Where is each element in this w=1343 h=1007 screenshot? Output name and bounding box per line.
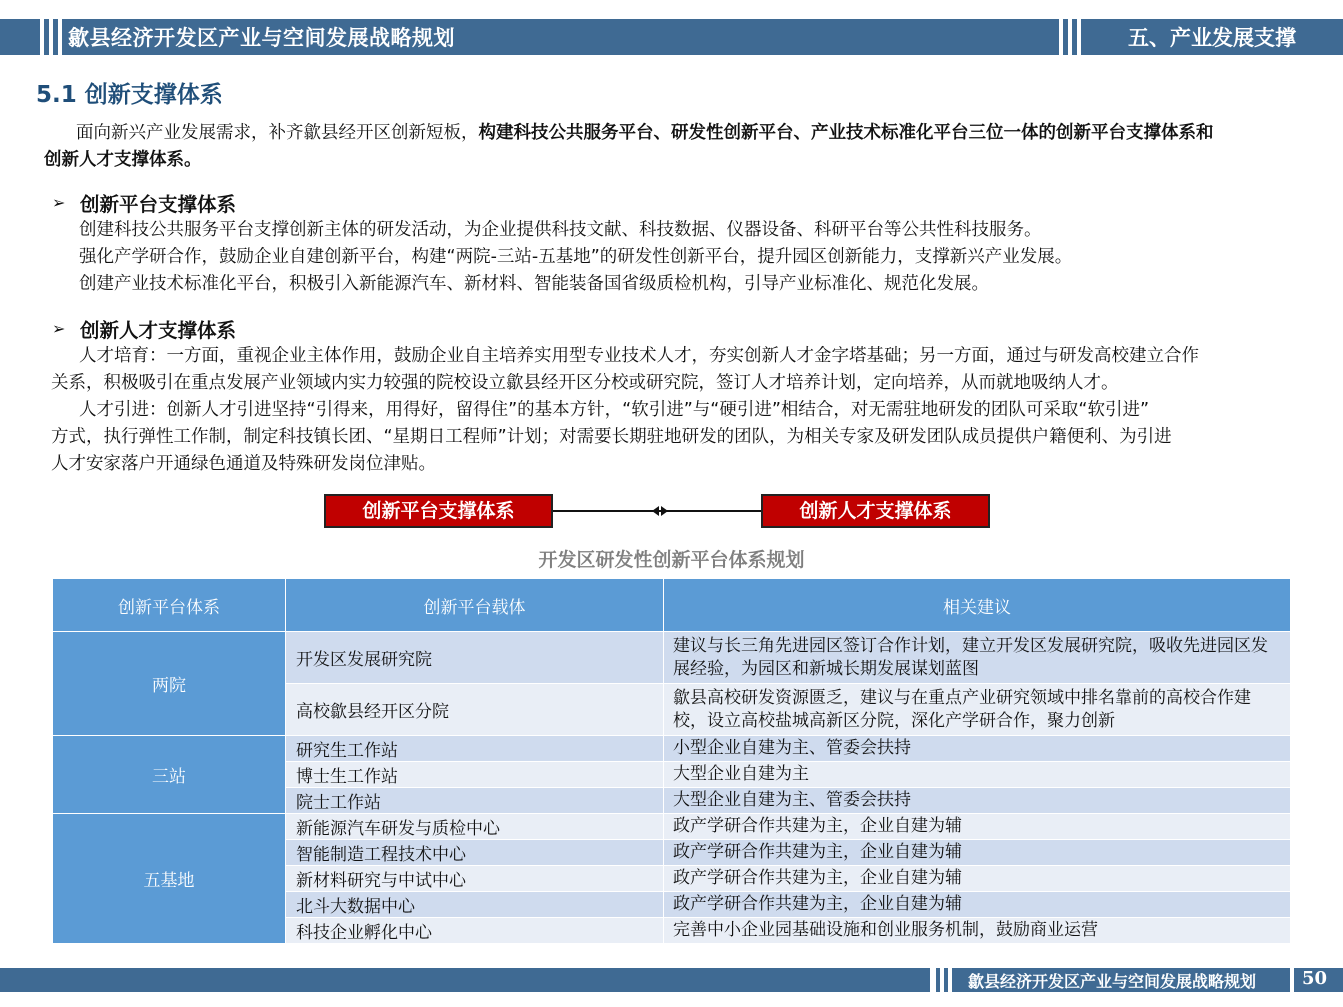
platform-line: 强化产学研合作，鼓励企业自建创新平台，构建“两院-三站-五基地”的研发性创新平台，提升园区创新能力，支撑新兴产业发展。	[79, 247, 1073, 267]
advice-cell: 政产学研合作共建为主，企业自建为辅	[664, 814, 1291, 840]
arrow-bullet-icon: ➢	[52, 319, 66, 338]
header-doc-title: 歙县经济开发区产业与空间发展战略规划	[68, 26, 455, 50]
talent-line: 人才引进：创新人才引进坚持“引得来，用得好，留得住”的基本方针，“软引进”与“硬引进”相结合，对无需驻地研发的团队可采取“软引进”	[79, 400, 1150, 420]
page-number: 50	[1302, 968, 1328, 989]
carrier-cell: 院士工作站	[286, 788, 664, 814]
carrier-cell: 智能制造工程技术中心	[286, 840, 664, 866]
talent-line: 方式，执行弹性工作制，制定科技镇长团、“星期日工程师”计划；对需要长期驻地研发的团队，为相关专家及研发团队成员提供户籍便利、为引进	[51, 427, 1172, 447]
talent-line: 关系，积极吸引在重点发展产业领域内实力较强的院校设立歙县经开区分校或研究院，签订人才培养计划，定向培养，从而就地吸纳人才。	[51, 373, 1119, 393]
footer-stripe	[936, 968, 940, 992]
advice-cell: 小型企业自建为主、管委会扶持	[664, 736, 1291, 762]
carrier-cell: 开发区发展研究院	[286, 632, 664, 684]
platform-table	[52, 578, 1291, 944]
table-caption: 开发区研发性创新平台体系规划	[538, 549, 805, 571]
table-header: 创新平台体系	[53, 579, 286, 632]
intro-line-2: 创新人才支撑体系。	[44, 150, 202, 170]
table-header: 相关建议	[664, 579, 1291, 632]
footer-doc-title: 歙县经济开发区产业与空间发展战略规划	[968, 972, 1257, 991]
carrier-cell: 高校歙县经开区分院	[286, 684, 664, 736]
carrier-cell: 新材料研究与中试中心	[286, 866, 664, 892]
carrier-cell: 科技企业孵化中心	[286, 918, 664, 944]
double-arrow-icon	[650, 504, 670, 518]
intro-line-1	[76, 120, 1214, 147]
intro-bold-text: 构建科技公共服务平台、研发性创新平台、产业技术标准化平台三位一体的创新平台支撑体系和	[478, 123, 1214, 143]
carrier-cell: 研究生工作站	[286, 736, 664, 762]
header-stripe	[0, 19, 40, 55]
advice-cell: 歙县高校研发资源匮乏，建议与在重点产业研究领域中排名靠前的高校合作建校，设立高校盐城高新区分院，深化产学研合作，聚力创新	[664, 684, 1291, 736]
table-row	[53, 632, 1291, 684]
header-stripe	[1063, 19, 1068, 55]
header-section-title: 五、产业发展支撑	[1128, 26, 1296, 50]
advice-cell: 完善中小企业园基础设施和创业服务机制，鼓励商业运营	[664, 918, 1291, 944]
platform-line: 创建产业技术标准化平台，积极引入新能源汽车、新材料、智能装备国省级质检机构，引导产业标准化、规范化发展。	[79, 274, 989, 294]
header-stripe	[44, 19, 49, 55]
carrier-cell: 博士生工作站	[286, 762, 664, 788]
group-cell: 三站	[53, 736, 286, 814]
arrow-bullet-icon: ➢	[52, 193, 66, 212]
table-row	[53, 736, 1291, 762]
advice-cell: 政产学研合作共建为主，企业自建为辅	[664, 840, 1291, 866]
carrier-cell: 北斗大数据中心	[286, 892, 664, 918]
platform-heading: 创新平台支撑体系	[80, 193, 237, 216]
section-title: 5.1 创新支撑体系	[36, 82, 223, 108]
carrier-cell: 新能源汽车研发与质检中心	[286, 814, 664, 840]
advice-cell: 建议与长三角先进园区签订合作计划，建立开发区发展研究院，吸收先进园区发展经验，为园区和新城长期发展谋划蓝图	[664, 632, 1291, 684]
talent-line: 人才培育：一方面，重视企业主体作用，鼓励企业自主培养实用型专业技术人才，夯实创新人才金字塔基础；另一方面，通过与研发高校建立合作	[79, 346, 1199, 366]
header-stripe	[1072, 19, 1077, 55]
intro-normal-text: 面向新兴产业发展需求，补齐歙县经开区创新短板，	[76, 123, 479, 143]
talent-heading: 创新人才支撑体系	[80, 319, 237, 342]
advice-cell: 大型企业自建为主、管委会扶持	[664, 788, 1291, 814]
group-cell: 五基地	[53, 814, 286, 944]
platform-system-box: 创新平台支撑体系	[324, 494, 553, 528]
table-header-row	[53, 579, 1291, 632]
table-header: 创新平台载体	[286, 579, 664, 632]
table-row	[53, 814, 1291, 840]
footer-stripe	[944, 968, 948, 992]
footer-left-bar	[0, 968, 930, 992]
advice-cell: 政产学研合作共建为主，企业自建为辅	[664, 866, 1291, 892]
talent-line: 人才安家落户开通绿色通道及特殊研发岗位津贴。	[51, 454, 436, 474]
group-cell: 两院	[53, 632, 286, 736]
platform-line: 创建科技公共服务平台支撑创新主体的研发活动，为企业提供科技文献、科技数据、仪器设备、科研平台等公共性科技服务。	[79, 220, 1042, 240]
talent-system-box: 创新人才支撑体系	[761, 494, 990, 528]
advice-cell: 政产学研合作共建为主，企业自建为辅	[664, 892, 1291, 918]
advice-cell: 大型企业自建为主	[664, 762, 1291, 788]
header-stripe	[53, 19, 58, 55]
